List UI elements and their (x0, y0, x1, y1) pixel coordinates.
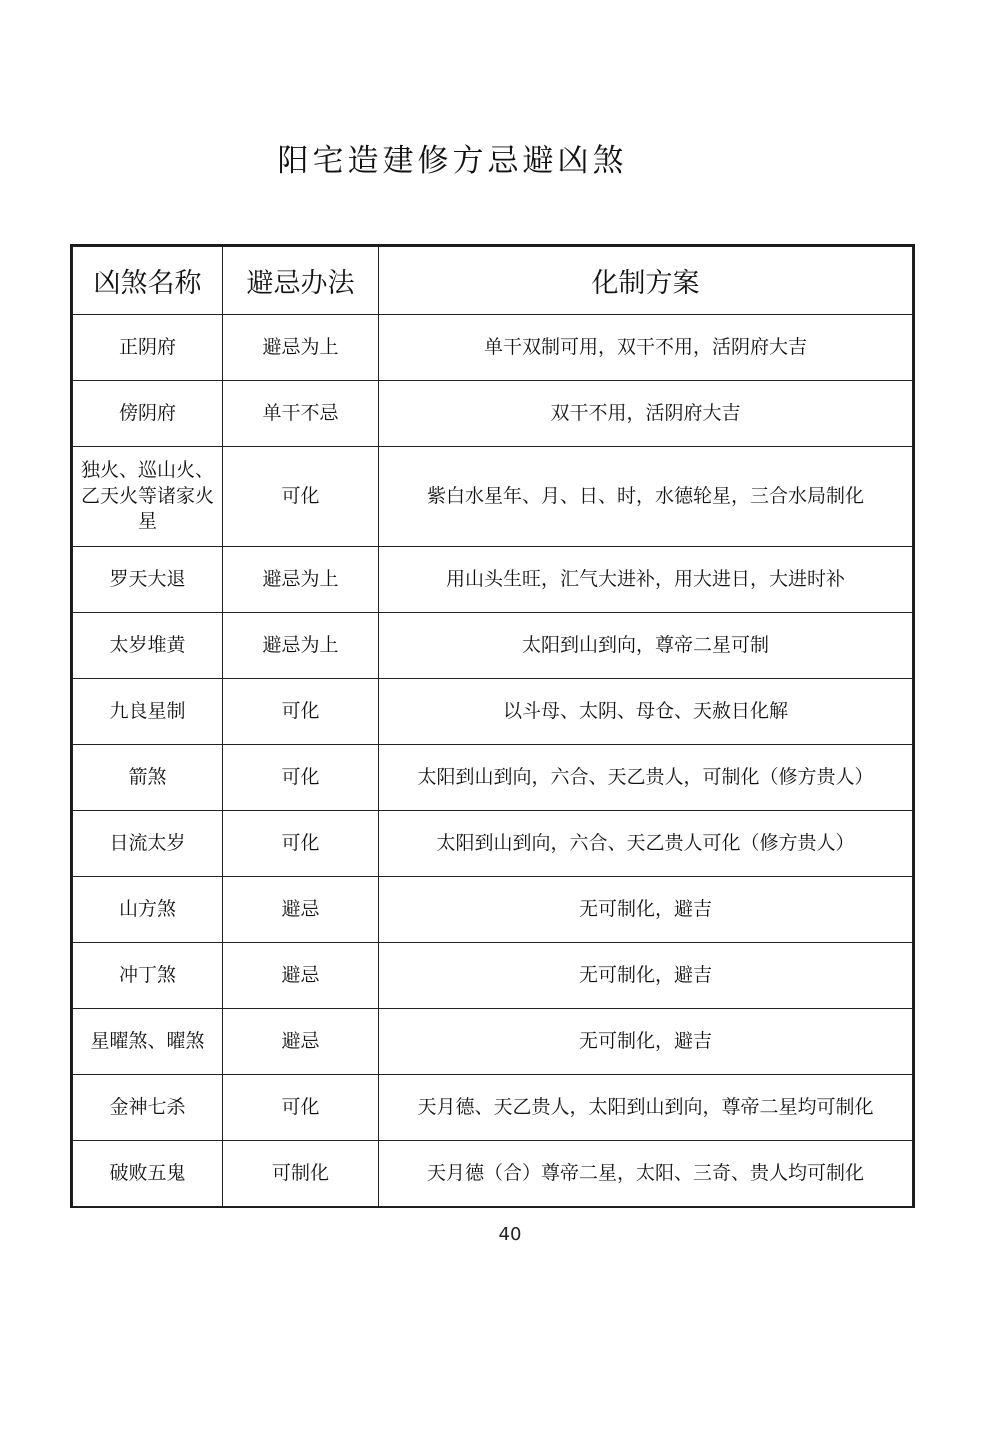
cell-name: 山方煞 (73, 877, 223, 943)
cell-plan: 太阳到山到向，六合、天乙贵人，可制化（修方贵人） (379, 745, 913, 811)
cell-plan: 天月德、天乙贵人，太阳到山到向，尊帝二星均可制化 (379, 1075, 913, 1141)
cell-name: 傍阴府 (73, 381, 223, 447)
table-row (73, 381, 913, 447)
cell-name: 独火、巡山火、乙天火等诸家火星 (73, 447, 223, 547)
table-row (73, 877, 913, 943)
cell-method: 避忌为上 (223, 547, 379, 613)
cell-method: 单干不忌 (223, 381, 379, 447)
cell-method: 可化 (223, 1075, 379, 1141)
table-row (73, 447, 913, 547)
cell-plan: 太阳到山到向，六合、天乙贵人可化（修方贵人） (379, 811, 913, 877)
cell-name: 正阴府 (73, 315, 223, 381)
cell-plan: 无可制化，避吉 (379, 1009, 913, 1075)
table-row (73, 745, 913, 811)
table-row (73, 1075, 913, 1141)
table-row (73, 811, 913, 877)
cell-name: 九良星制 (73, 679, 223, 745)
cell-name: 罗天大退 (73, 547, 223, 613)
cell-name: 星曜煞、曜煞 (73, 1009, 223, 1075)
cell-plan: 双干不用，活阴府大吉 (379, 381, 913, 447)
cell-method: 避忌 (223, 1009, 379, 1075)
cell-method: 可化 (223, 679, 379, 745)
cell-method: 可化 (223, 447, 379, 547)
table-header-row (73, 247, 913, 315)
cell-method: 可化 (223, 811, 379, 877)
cell-method: 可制化 (223, 1141, 379, 1207)
cell-method: 避忌为上 (223, 613, 379, 679)
column-header-name: 凶煞名称 (73, 247, 223, 315)
cell-name: 箭煞 (73, 745, 223, 811)
table-row (73, 1141, 913, 1207)
data-table (72, 246, 913, 1207)
cell-name: 日流太岁 (73, 811, 223, 877)
table-row (73, 613, 913, 679)
cell-method: 避忌 (223, 943, 379, 1009)
table-row (73, 679, 913, 745)
column-header-plan: 化制方案 (379, 247, 913, 315)
cell-method: 避忌 (223, 877, 379, 943)
cell-plan: 天月德（合）尊帝二星，太阳、三奇、贵人均可制化 (379, 1141, 913, 1207)
column-header-method: 避忌办法 (223, 247, 379, 315)
cell-name: 冲丁煞 (73, 943, 223, 1009)
cell-plan: 单干双制可用，双干不用，活阴府大吉 (379, 315, 913, 381)
page-title: 阳宅造建修方忌避凶煞 (277, 143, 628, 179)
cell-plan: 太阳到山到向，尊帝二星可制 (379, 613, 913, 679)
table-row (73, 547, 913, 613)
page-number: 40 (498, 1224, 522, 1245)
cell-plan: 无可制化，避吉 (379, 943, 913, 1009)
cell-name: 太岁堆黄 (73, 613, 223, 679)
cell-method: 可化 (223, 745, 379, 811)
cell-plan: 用山头生旺，汇气大进补，用大进日，大进时补 (379, 547, 913, 613)
cell-plan: 无可制化，避吉 (379, 877, 913, 943)
cell-name: 金神七杀 (73, 1075, 223, 1141)
table-row (73, 315, 913, 381)
table-row (73, 943, 913, 1009)
data-table-container (70, 244, 915, 1208)
cell-plan: 以斗母、太阴、母仓、天赦日化解 (379, 679, 913, 745)
cell-plan: 紫白水星年、月、日、时，水德轮星，三合水局制化 (379, 447, 913, 547)
table-row (73, 1009, 913, 1075)
cell-method: 避忌为上 (223, 315, 379, 381)
cell-name: 破败五鬼 (73, 1141, 223, 1207)
